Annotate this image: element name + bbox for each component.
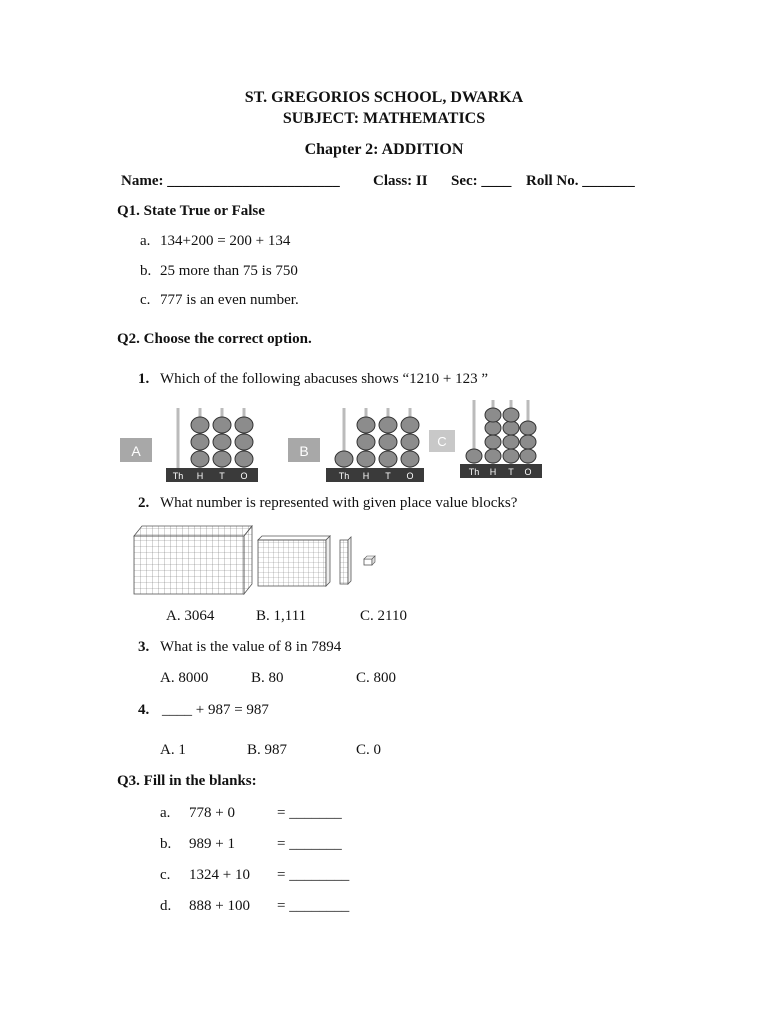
q3-blank-d: = ________ [277,898,350,914]
roll-number-field: Roll No. _______ [526,173,635,189]
q2-3-option-c: C. 800 [356,670,397,686]
q2-2-number: 2. [138,495,150,511]
q3-expr-a: 778 + 0 [189,805,235,821]
q2-3-number: 3. [138,639,150,655]
q3-label-b: b. [160,836,172,852]
abacus-a-label: A [131,443,141,459]
q2-3-text: What is the value of 8 in 7894 [160,639,342,655]
svg-text:T: T [219,471,225,481]
q2-1-number: 1. [138,371,150,387]
q3-label-d: d. [160,898,172,914]
q3-label-c: c. [160,867,171,883]
abacus-c-label: C [437,434,447,449]
q3-label-a: a. [160,805,171,821]
school-name: ST. GREGORIOS SCHOOL, DWARKA [244,89,524,106]
q3-title: Q3. Fill in the blanks: [117,773,257,789]
abacus-c [460,400,542,478]
q1-title: Q1. State True or False [117,203,265,219]
one-block [364,556,375,565]
ten-block [340,537,351,584]
chapter-title: Chapter 2: ADDITION [304,141,464,158]
svg-text:Th: Th [468,467,480,477]
place-value-blocks-image [128,522,388,600]
svg-text:H: H [489,467,497,477]
q2-2-text: What number is represented with given place value blocks? [160,495,518,511]
svg-text:H: H [196,471,204,481]
abacus-b-label: B [299,443,309,459]
q3-expr-b: 989 + 1 [189,836,235,852]
q3-expr-c: 1324 + 10 [189,867,250,883]
abacus-a [166,408,258,482]
q1-item-c: 777 is an even number. [160,292,299,308]
q2-4-number: 4. [138,702,150,718]
q3-blank-b: = _______ [277,836,342,852]
hundred-block [258,536,330,586]
q1-label-c: c. [140,292,151,308]
abacus-options-image [118,398,558,484]
q3-blank-c: = ________ [277,867,350,883]
q2-2-option-a: A. 3064 [166,608,215,624]
svg-text:T: T [385,471,391,481]
q2-1-text: Which of the following abacuses shows “1210 + 123 ” [160,371,488,387]
q1-item-b: 25 more than 75 is 750 [160,263,298,279]
q3-blank-a: = _______ [277,805,342,821]
q2-4-option-b: B. 987 [247,742,288,758]
svg-text:T: T [508,467,514,477]
svg-text:O: O [524,467,532,477]
svg-text:O: O [406,471,414,481]
svg-text:H: H [362,471,370,481]
q2-4-option-c: C. 0 [356,742,382,758]
q2-3-option-a: A. 8000 [160,670,209,686]
svg-text:Th: Th [172,471,184,481]
q1-label-b: b. [140,263,152,279]
q2-2-option-b: B. 1,111 [256,608,307,624]
q1-label-a: a. [140,233,151,249]
q2-title: Q2. Choose the correct option. [117,331,312,347]
q3-expr-d: 888 + 100 [189,898,250,914]
name-field: Name: _______________________ [121,173,340,189]
subject-title: SUBJECT: MATHEMATICS [282,110,486,127]
svg-text:O: O [240,471,248,481]
thousand-block [134,526,252,594]
class-field: Class: II [373,173,428,189]
abacus-b [326,408,424,482]
q2-2-option-c: C. 2110 [360,608,407,624]
q2-4-option-a: A. 1 [160,742,186,758]
q1-item-a: 134+200 = 200 + 134 [160,233,291,249]
q2-3-option-b: B. 80 [251,670,284,686]
section-field: Sec: ____ [451,173,512,189]
q2-4-text: ____ + 987 = 987 [162,702,269,718]
svg-text:Th: Th [338,471,350,481]
